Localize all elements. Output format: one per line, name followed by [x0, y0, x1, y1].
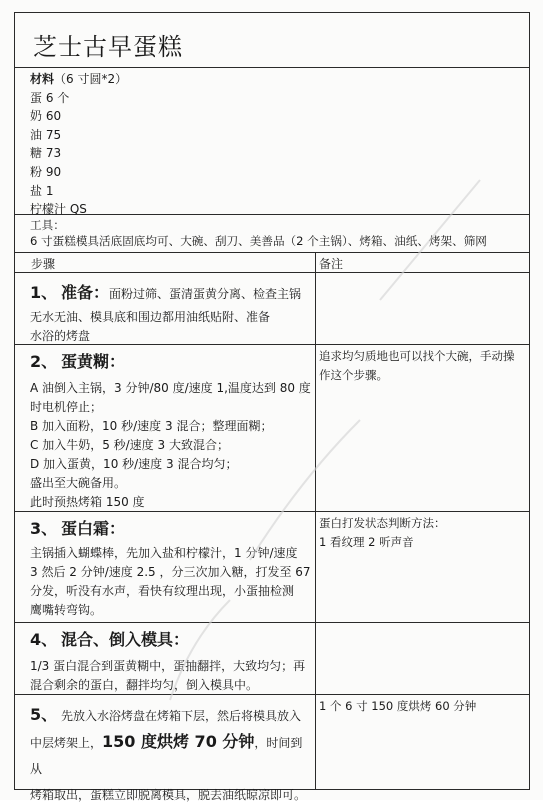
step-heading: 准备：	[60, 283, 109, 302]
column-divider	[315, 695, 316, 789]
material-item: 盐 1	[30, 183, 54, 198]
materials-note: （6 寸圆*2）	[54, 72, 128, 86]
column-divider	[315, 512, 316, 622]
step-note-line: 蛋白打发状态判断方法：	[319, 516, 446, 530]
step-row-4	[14, 622, 530, 695]
step-row-3	[14, 511, 530, 623]
step-heading: 蛋黄糊：	[60, 352, 125, 371]
material-item: 蛋 6 个	[30, 90, 70, 105]
step-content	[30, 351, 312, 512]
step-number: 2、	[30, 352, 58, 371]
step-line: 分发，听没有水声，看快有纹理出现，小蛋抽检测	[30, 584, 295, 598]
step-heading: 混合、倒入模具：	[60, 630, 189, 649]
step-number: 3、	[30, 519, 58, 538]
step-line: 烤箱取出，蛋糕立即脱离模具，脱去油纸晾凉即可。	[30, 788, 307, 802]
step-note: 1 个 6 寸 150 度烘烤 60 分钟	[319, 699, 477, 713]
step-number: 4、	[30, 630, 58, 649]
tools-section	[14, 214, 530, 253]
step-content	[30, 703, 312, 808]
material-item: 奶 60	[30, 109, 62, 124]
step-line: 鹰嘴转弯钩。	[30, 603, 103, 617]
step-content	[30, 518, 312, 620]
materials-heading-line	[30, 70, 529, 89]
step-line: 面粉过筛、蛋清蛋黄分离、检查主锅	[108, 287, 301, 301]
materials-section	[14, 67, 530, 215]
step-note: 追求均匀质地也可以找个大碗，手动操作这个步骤。	[319, 349, 515, 382]
notes-column-header: 备注	[319, 257, 344, 271]
step-content	[30, 282, 312, 346]
step-row-1	[14, 272, 530, 345]
material-item: 油 75	[30, 127, 62, 142]
step-line: 混合剩余的蛋白，翻拌均匀，倒入模具中。	[30, 678, 259, 692]
column-divider	[315, 345, 316, 511]
step-line: B 加入面粉，10 秒/速度 3 混合；整理面糊；	[30, 419, 273, 433]
page-title: 芝士古早蛋糕	[33, 33, 183, 61]
table-header	[14, 252, 530, 273]
column-divider	[315, 623, 316, 694]
step-line: 此时预热烤箱 150 度	[30, 495, 145, 509]
step-number: 1、	[30, 283, 58, 302]
column-divider	[315, 253, 316, 272]
step-heading: 蛋白霜：	[60, 519, 125, 538]
step-number: 5、	[30, 705, 58, 724]
material-item: 柠檬汁 QS	[30, 202, 87, 217]
title-box	[14, 12, 530, 68]
step-line: 先放入水浴烤盘在烤箱下层，然后将模具放入	[60, 709, 301, 723]
material-item: 糖 73	[30, 146, 62, 161]
step-line: 主锅插入蝴蝶棒，先加入盐和柠檬汁，1 分钟/速度	[30, 546, 298, 560]
step-highlight: 150 度烘烤 70 分钟	[102, 732, 255, 751]
step-content	[30, 629, 312, 695]
step-line: ，时间到从	[30, 736, 303, 776]
step-line: 中层烤架上，	[30, 736, 103, 750]
step-line: D 加入蛋黄，10 秒/速度 3 混合均匀；	[30, 457, 238, 471]
step-line: C 加入牛奶，5 秒/速度 3 大致混合；	[30, 438, 229, 452]
step-row-5	[14, 694, 530, 802]
step-note-line: 1 看纹理 2 听声音	[319, 535, 414, 549]
material-item: 粉 90	[30, 164, 62, 179]
tools-heading: 工具：	[30, 218, 65, 232]
step-line: 1/3 蛋白混合到蛋黄糊中，蛋抽翻拌，大致均匀；再	[30, 659, 306, 673]
step-line: 无水无油、模具底和围边都用油纸贴附、准备	[30, 310, 271, 324]
step-line: 3 然后 2 分钟/速度 2.5 ，分三次加入糖，打发至 67	[30, 565, 311, 579]
steps-column-header: 步骤	[31, 257, 56, 271]
step-line: 时电机停止；	[30, 400, 103, 414]
step-line: 水浴的烤盘	[30, 329, 91, 343]
step-note	[319, 514, 525, 552]
column-divider	[315, 273, 316, 344]
step-line: 盛出至大碗备用。	[30, 476, 127, 490]
step-line: A 油倒入主锅，3 分钟/80 度/速度 1,温度达到 80 度	[30, 381, 311, 395]
tools-text: 6 寸蛋糕模具活底固底均可、大碗、刮刀、美善品（2 个主锅）、烤箱、油纸、烤架、筛网	[30, 234, 487, 248]
step-row-2	[14, 344, 530, 512]
materials-heading: 材料	[30, 72, 55, 86]
